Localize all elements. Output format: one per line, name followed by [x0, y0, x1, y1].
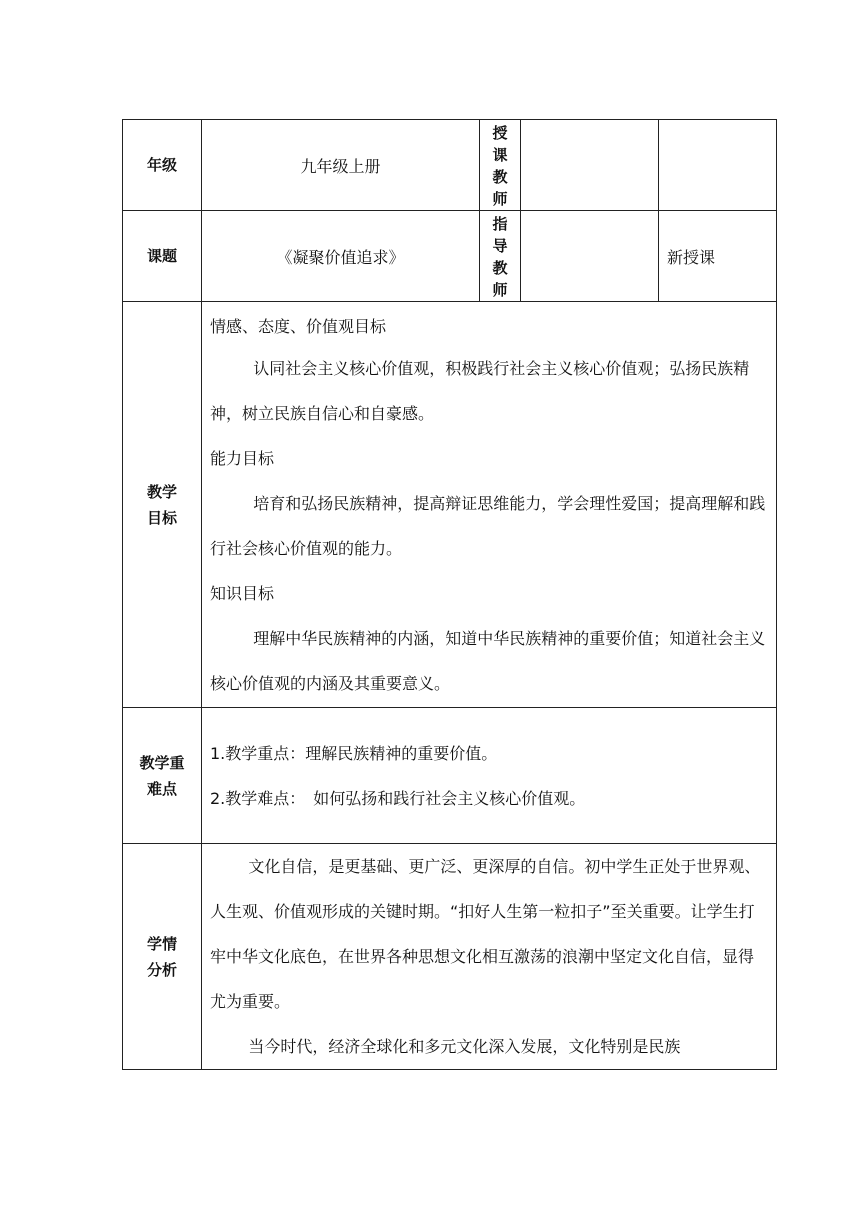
lesson-plan-table — [122, 119, 777, 1070]
key-points-row — [123, 708, 777, 844]
analysis-label — [123, 844, 202, 1070]
ability-text: 培育和弘扬民族精神，提高辩证思维能力，学会理性爱国；提高理解和践行社会核心价值观的能力。 — [210, 494, 766, 558]
analysis-para-1: 文化自信，是更基础、更广泛、更深厚的自信。初中学生正处于世界观、人生观、价值观形成的关键时期。“扣好人生第一粒扣子”至关重要。让学生打牢中华文化底色，在世界各种思想文化相互激荡的浪潮中坚定文化自信，显得尤为重要。 — [210, 857, 761, 1011]
goals-label — [123, 302, 202, 708]
analysis-para-2: 当今时代，经济全球化和多元文化深入发展，文化特别是民族 — [248, 1037, 681, 1056]
guide-teacher-value — [521, 211, 659, 302]
knowledge-heading: 知识目标 — [210, 584, 275, 603]
key-points-content — [202, 708, 777, 844]
emotion-text: 认同社会主义核心价值观，积极践行社会主义核心价值观；弘扬民族精神，树立民族自信心和自豪感。 — [210, 359, 750, 423]
goals-content — [202, 302, 777, 708]
key-point-1: 1.教学重点：理解民族精神的重要价值。 — [210, 743, 498, 763]
goals-row — [123, 302, 777, 708]
analysis-label-text: 学情分析 — [146, 934, 177, 979]
analysis-row — [123, 844, 777, 1070]
teacher-value — [521, 120, 659, 211]
topic-value: 《凝聚价值追求》 — [202, 211, 480, 302]
grade-row — [123, 120, 777, 211]
knowledge-text: 理解中华民族精神的内涵，知道中华民族精神的重要价值；知道社会主义核心价值观的内涵及其重要意义。 — [210, 629, 766, 693]
key-points-label — [123, 708, 202, 844]
key-points-label-text: 教学重难点 — [139, 753, 185, 798]
lesson-type: 新授课 — [659, 211, 777, 302]
analysis-content — [202, 844, 777, 1070]
ability-heading: 能力目标 — [210, 449, 275, 468]
grade-extra-cell — [659, 120, 777, 211]
teacher-label: 授 课 教 师 — [480, 120, 521, 211]
goals-label-text: 教学目标 — [146, 482, 177, 527]
grade-label: 年级 — [123, 120, 202, 211]
key-point-2: 2.教学难点： 如何弘扬和践行社会主义核心价值观。 — [210, 788, 586, 808]
topic-label: 课题 — [123, 211, 202, 302]
guide-teacher-label: 指 导 教 师 — [480, 211, 521, 302]
emotion-heading: 情感、态度、价值观目标 — [210, 317, 387, 336]
topic-row — [123, 211, 777, 302]
grade-value: 九年级上册 — [202, 120, 480, 211]
